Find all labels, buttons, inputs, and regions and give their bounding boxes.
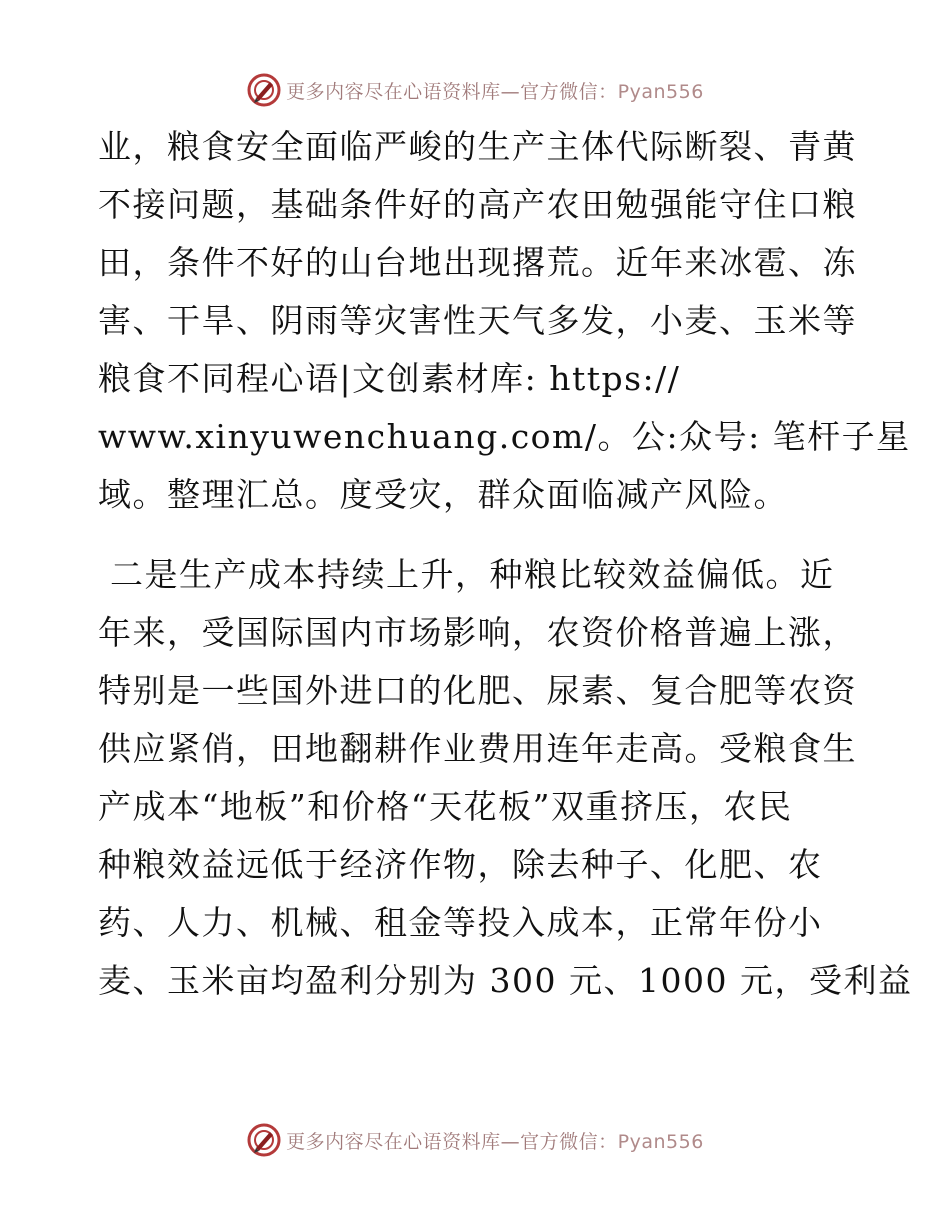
footer-banner-text: 更多内容尽在心语资料库—官方微信：Pyan556 [286, 1130, 704, 1153]
header-wechat-handle: Pyan556 [617, 80, 704, 103]
text-line: 粮食不同程心语|文创素材库: https:// [98, 359, 681, 398]
footer-wechat-handle: Pyan556 [617, 1130, 704, 1153]
text-line: 业，粮食安全面临严峻的生产主体代际断裂、青黄 [98, 127, 857, 166]
text-line: 年来，受国际国内市场影响，农资价格普遍上涨， [98, 613, 857, 652]
paragraph-gap [98, 524, 858, 546]
footer-banner [0, 1120, 950, 1160]
text-line: 田，条件不好的山台地出现撂荒。近年来冰雹、冻 [98, 243, 857, 282]
text-line: 麦、玉米亩均盈利分别为 300 元、1000 元，受利益 [98, 961, 913, 1000]
text-line: 产成本“地板”和价格“天花板”双重挤压，农民 [98, 787, 793, 826]
text-line: www.xinyuwenchuang.com/。公:众号: 笔杆子星 [98, 417, 911, 456]
text-line: 域。整理汇总。度受灾，群众面临减产风险。 [98, 475, 788, 514]
text-line: 特别是一些国外进口的化肥、尿素、复合肥等农资 [98, 671, 857, 710]
document-body [98, 118, 913, 1010]
paragraph-2 [98, 546, 913, 1010]
pen-logo-icon [246, 1122, 282, 1158]
text-line: 药、人力、机械、租金等投入成本，正常年份小 [98, 903, 823, 942]
paragraph-1 [98, 118, 911, 524]
text-line: 种粮效益远低于经济作物，除去种子、化肥、农 [98, 845, 823, 884]
header-banner [0, 70, 950, 110]
text-line: 供应紧俏，田地翻耕作业费用连年走高。受粮食生 [98, 729, 857, 768]
header-banner-text: 更多内容尽在心语资料库—官方微信：Pyan556 [286, 80, 704, 103]
text-line: 不接问题，基础条件好的高产农田勉强能守住口粮 [98, 185, 857, 224]
text-line: 害、干旱、阴雨等灾害性天气多发，小麦、玉米等 [98, 301, 857, 340]
pen-logo-icon [246, 72, 282, 108]
text-line: 二是生产成本持续上升，种粮比较效益偏低。近 [98, 555, 835, 594]
